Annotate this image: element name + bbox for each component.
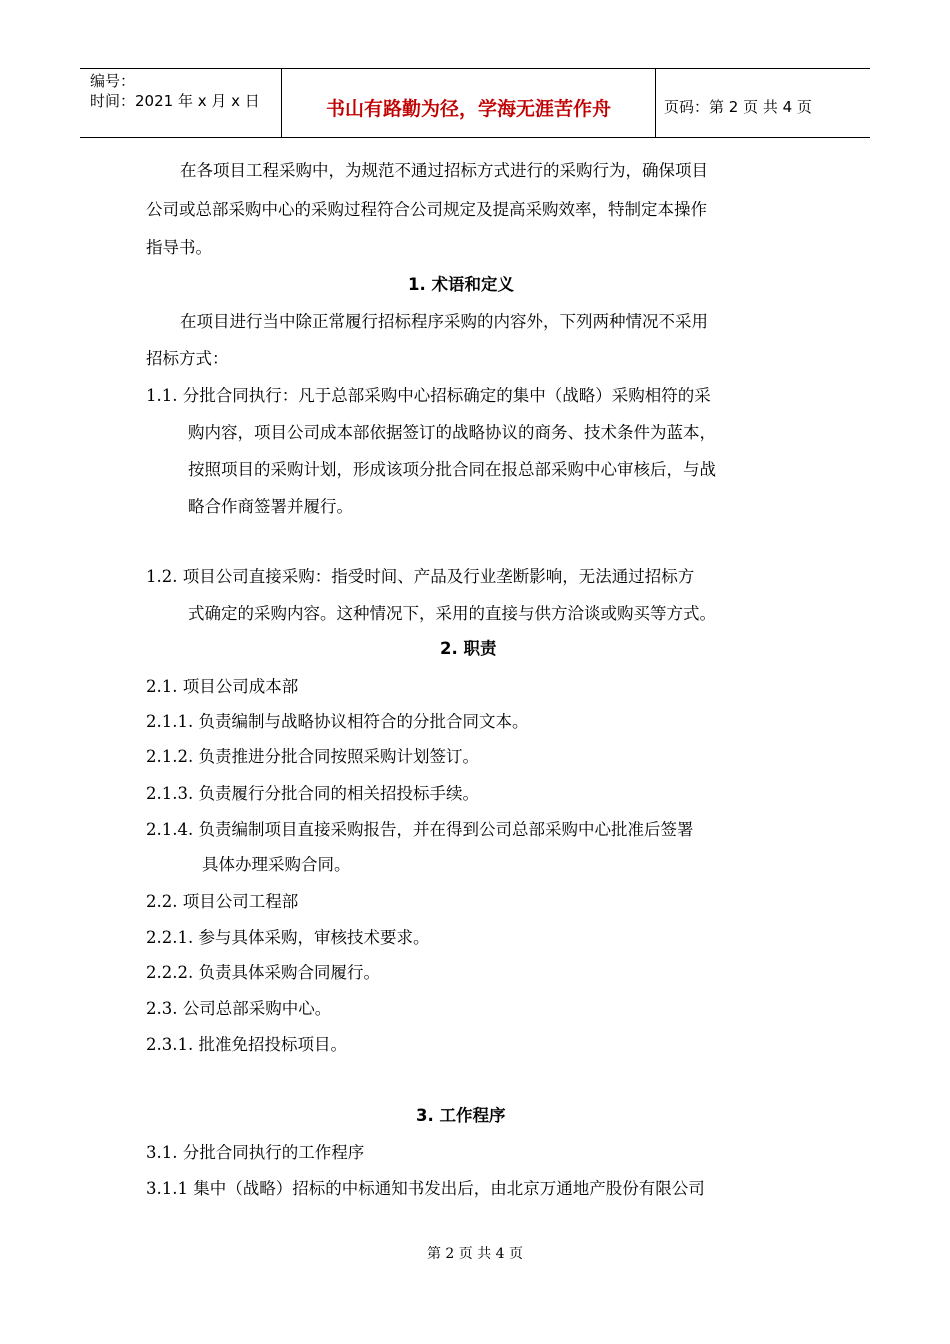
doc-number-label: 编号： xyxy=(90,72,136,90)
s1-1-line-1: 1.1. 分批合同执行：凡于总部采购中心招标确定的集中（战略）采购相符的采 xyxy=(146,386,711,405)
section-3-title: 3. 工作程序 xyxy=(416,1106,506,1125)
s2-item: 2.1.2. 负责推进分批合同按照采购计划签订。 xyxy=(146,747,479,766)
s2-item: 2.2.1. 参与具体采购，审核技术要求。 xyxy=(146,928,430,947)
s1-1-line-3: 按照项目的采购计划，形成该项分批合同在报总部采购中心审核后，与战 xyxy=(188,460,716,479)
s1-2-line-2: 式确定的采购内容。这种情况下，采用的直接与供方洽谈或购买等方式。 xyxy=(188,604,716,623)
section-2-title: 2. 职责 xyxy=(440,639,497,658)
intro-line-1: 在各项目工程采购中，为规范不通过招标方式进行的采购行为，确保项目 xyxy=(180,161,708,180)
s1-intro-line-1: 在项目进行当中除正常履行招标程序采购的内容外，下列两种情况不采用 xyxy=(180,312,708,331)
header-meta xyxy=(80,69,282,137)
s2-item: 2.1.1. 负责编制与战略协议相符合的分批合同文本。 xyxy=(146,712,529,731)
document-header xyxy=(80,68,870,138)
s2-item: 2.2.2. 负责具体采购合同履行。 xyxy=(146,963,380,982)
intro-line-2: 公司或总部采购中心的采购过程符合公司规定及提高采购效率，特制定本操作 xyxy=(146,200,707,219)
intro-line-3: 指导书。 xyxy=(146,238,212,257)
header-motto xyxy=(282,69,656,137)
s3-item: 3.1. 分批合同执行的工作程序 xyxy=(146,1143,365,1162)
s2-item: 2.1.3. 负责履行分批合同的相关招投标手续。 xyxy=(146,784,479,803)
s1-1-line-2: 购内容，项目公司成本部依据签订的战略协议的商务、技术条件为蓝本， xyxy=(188,423,716,442)
s2-item: 2.3. 公司总部采购中心。 xyxy=(146,999,332,1018)
page-footer: 第 2 页 共 4 页 xyxy=(426,1246,524,1262)
s2-item: 2.2. 项目公司工程部 xyxy=(146,892,299,911)
doc-date: 时间：2021 年 x 月 x 日 xyxy=(90,92,260,110)
s2-item: 2.3.1. 批准免招投标项目。 xyxy=(146,1035,347,1054)
s2-item: 2.1.4. 负责编制项目直接采购报告，并在得到公司总部采购中心批准后签署 xyxy=(146,820,694,839)
page-info-text: 页码：第 2 页 共 4 页 xyxy=(664,97,812,116)
s1-1-line-4: 略合作商签署并履行。 xyxy=(188,497,353,516)
s3-item: 3.1.1 集中（战略）招标的中标通知书发出后，由北京万通地产股份有限公司 xyxy=(146,1179,705,1198)
s2-item: 具体办理采购合同。 xyxy=(202,855,351,874)
header-page-info xyxy=(656,69,870,137)
section-1-title: 1. 术语和定义 xyxy=(408,275,514,294)
s1-2-line-1: 1.2. 项目公司直接采购：指受时间、产品及行业垄断影响，无法通过招标方 xyxy=(146,567,695,586)
s2-item: 2.1. 项目公司成本部 xyxy=(146,677,299,696)
s1-intro-line-2: 招标方式： xyxy=(146,349,229,368)
motto-text: 书山有路勤为径，学海无涯苦作舟 xyxy=(325,97,611,120)
